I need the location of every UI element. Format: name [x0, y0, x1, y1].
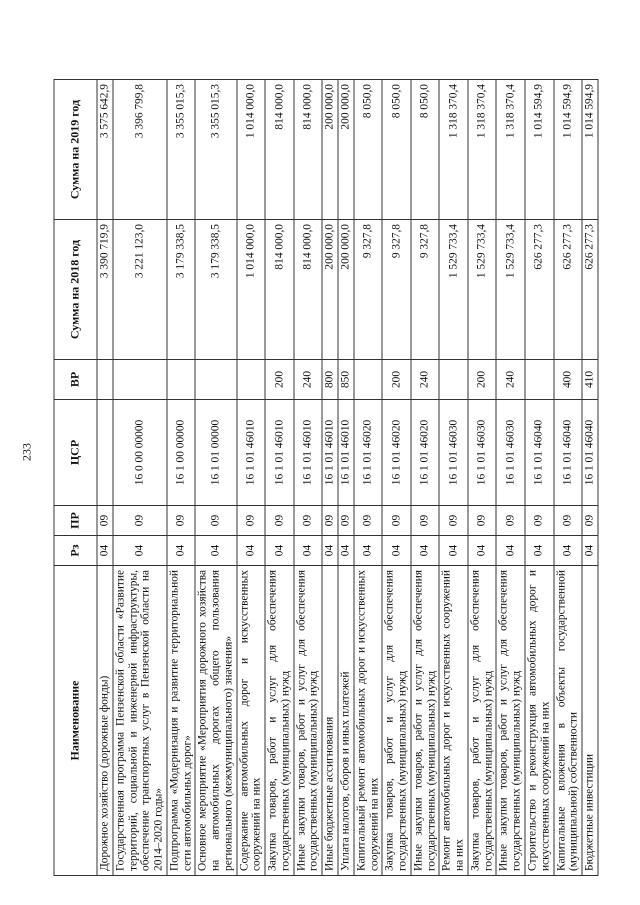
cell-rz: 04 [354, 536, 383, 566]
table-row [294, 80, 323, 876]
cell-sum-2019: 1 318 370,4 [496, 80, 525, 220]
cell-rz: 04 [167, 536, 196, 566]
cell-vr [354, 360, 383, 400]
cell-pr: 09 [468, 506, 497, 536]
cell-vr [113, 360, 167, 400]
cell-vr [195, 360, 236, 400]
cell-csr [97, 400, 113, 506]
cell-pr: 09 [382, 506, 411, 536]
table-row [354, 80, 383, 876]
cell-csr: 16 1 01 46040 [554, 400, 583, 506]
cell-name: Закупка товаров, работ и услуг для обеспечения государственных (муниципальных) нужд [468, 566, 497, 876]
cell-sum-2019: 1 318 370,4 [439, 80, 468, 220]
cell-pr: 09 [439, 506, 468, 536]
cell-vr [97, 360, 113, 400]
cell-sum-2019: 3 396 799,8 [113, 80, 167, 220]
cell-pr: 09 [167, 506, 196, 536]
cell-vr: 240 [294, 360, 323, 400]
header-rz: Рз [54, 536, 97, 566]
cell-sum-2018: 9 327,8 [411, 220, 440, 360]
cell-sum-2019: 1 318 370,4 [468, 80, 497, 220]
cell-name: Дорожное хозяйство (дорожные фонды) [97, 566, 113, 876]
table-row [582, 80, 598, 876]
cell-sum-2019: 200 000,0 [322, 80, 338, 220]
table-row [167, 80, 196, 876]
cell-name: Подпрограмма «Модернизация и развитие территориальной сети автомобильных дорог» [167, 566, 196, 876]
table-row [496, 80, 525, 876]
table-row [322, 80, 338, 876]
table-row [382, 80, 411, 876]
cell-sum-2018: 200 000,0 [338, 220, 354, 360]
cell-csr: 16 1 01 46020 [411, 400, 440, 506]
cell-name: Строительство и реконструкция автомобильных дорог и искусственных сооружений на них [525, 566, 554, 876]
cell-csr: 16 1 01 46010 [237, 400, 266, 506]
cell-csr: 16 1 01 46040 [582, 400, 598, 506]
cell-pr: 09 [113, 506, 167, 536]
cell-sum-2019: 814 000,0 [294, 80, 323, 220]
table-row [468, 80, 497, 876]
cell-rz: 04 [582, 536, 598, 566]
cell-rz: 04 [322, 536, 338, 566]
header-vr: ВР [54, 360, 97, 400]
table-row [97, 80, 113, 876]
cell-csr: 16 1 01 46030 [468, 400, 497, 506]
cell-csr: 16 1 00 00000 [167, 400, 196, 506]
cell-sum-2019: 8 050,0 [411, 80, 440, 220]
cell-rz: 04 [468, 536, 497, 566]
cell-rz: 04 [382, 536, 411, 566]
cell-vr [525, 360, 554, 400]
cell-csr: 16 1 01 46020 [382, 400, 411, 506]
page-number: 233 [19, 443, 34, 461]
cell-vr: 200 [468, 360, 497, 400]
cell-name: Ремонт автомобильных дорог и искусственных сооружений на них [439, 566, 468, 876]
cell-sum-2018: 200 000,0 [322, 220, 338, 360]
cell-sum-2019: 8 050,0 [354, 80, 383, 220]
cell-pr: 09 [554, 506, 583, 536]
rotated-page [54, 80, 596, 876]
cell-csr: 16 1 01 46010 [322, 400, 338, 506]
cell-vr: 200 [265, 360, 294, 400]
cell-vr: 200 [382, 360, 411, 400]
table-body [97, 80, 598, 876]
cell-name: Уплата налогов, сборов и иных платежей [338, 566, 354, 876]
cell-rz: 04 [265, 536, 294, 566]
cell-sum-2019: 1 014 594,9 [582, 80, 598, 220]
cell-vr [167, 360, 196, 400]
table-row [439, 80, 468, 876]
cell-csr: 16 0 00 00000 [113, 400, 167, 506]
header-pr: ПР [54, 506, 97, 536]
cell-rz: 04 [237, 536, 266, 566]
cell-sum-2018: 626 277,3 [582, 220, 598, 360]
cell-pr: 09 [525, 506, 554, 536]
cell-rz: 04 [338, 536, 354, 566]
cell-name: Капитальные вложения в объекты государственной (муниципальной) собственности [554, 566, 583, 876]
cell-rz: 04 [496, 536, 525, 566]
cell-vr: 400 [554, 360, 583, 400]
cell-csr: 16 1 01 46030 [496, 400, 525, 506]
cell-pr: 09 [582, 506, 598, 536]
cell-csr: 16 1 01 46010 [338, 400, 354, 506]
cell-sum-2018: 3 179 338,5 [195, 220, 236, 360]
cell-sum-2019: 1 014 594,9 [525, 80, 554, 220]
cell-csr: 16 1 01 46010 [265, 400, 294, 506]
table-row [195, 80, 236, 876]
cell-rz: 04 [294, 536, 323, 566]
cell-pr: 09 [496, 506, 525, 536]
cell-sum-2018: 1 529 733,4 [468, 220, 497, 360]
cell-pr: 09 [354, 506, 383, 536]
header-sum-2018: Сумма на 2018 год [54, 220, 97, 360]
cell-name: Содержание автомобильных дорог и искусственных сооружений на них [237, 566, 266, 876]
cell-rz: 04 [525, 536, 554, 566]
cell-rz: 04 [97, 536, 113, 566]
cell-sum-2019: 3 355 015,3 [195, 80, 236, 220]
cell-pr: 09 [97, 506, 113, 536]
cell-rz: 04 [195, 536, 236, 566]
cell-sum-2018: 9 327,8 [354, 220, 383, 360]
cell-pr: 09 [322, 506, 338, 536]
cell-vr: 850 [338, 360, 354, 400]
cell-sum-2019: 200 000,0 [338, 80, 354, 220]
cell-csr: 16 1 01 46010 [294, 400, 323, 506]
cell-name: Иные закупки товаров, работ и услуг для обеспечения государственных (муниципальных) нужд [496, 566, 525, 876]
cell-sum-2018: 9 327,8 [382, 220, 411, 360]
cell-sum-2018: 1 014 000,0 [237, 220, 266, 360]
cell-vr [439, 360, 468, 400]
cell-csr: 16 1 01 00000 [195, 400, 236, 506]
cell-vr [237, 360, 266, 400]
cell-name: Иные закупки товаров, работ и услуг для обеспечения государственных (муниципальных) нужд [411, 566, 440, 876]
header-name: Наименование [54, 566, 97, 876]
cell-pr: 09 [294, 506, 323, 536]
cell-vr: 410 [582, 360, 598, 400]
cell-vr: 800 [322, 360, 338, 400]
header-csr: ЦСР [54, 400, 97, 506]
cell-sum-2019: 1 014 594,9 [554, 80, 583, 220]
cell-name: Основное мероприятие «Мероприятия дорожного хозяйства на автомобильных дорогах общего пользования регионального (межмуниципального) значения» [195, 566, 236, 876]
cell-sum-2019: 8 050,0 [382, 80, 411, 220]
cell-sum-2019: 814 000,0 [265, 80, 294, 220]
cell-sum-2018: 3 221 123,0 [113, 220, 167, 360]
cell-sum-2019: 3 355 015,3 [167, 80, 196, 220]
cell-name: Бюджетные инвестиции [582, 566, 598, 876]
cell-sum-2019: 3 575 642,9 [97, 80, 113, 220]
cell-sum-2018: 814 000,0 [265, 220, 294, 360]
cell-name: Иные закупки товаров, работ и услуг для обеспечения государственных (муниципальных) нужд [294, 566, 323, 876]
cell-pr: 09 [411, 506, 440, 536]
cell-csr: 16 1 01 46020 [354, 400, 383, 506]
cell-rz: 04 [439, 536, 468, 566]
cell-sum-2018: 626 277,3 [554, 220, 583, 360]
cell-sum-2018: 814 000,0 [294, 220, 323, 360]
cell-sum-2018: 1 529 733,4 [439, 220, 468, 360]
header-sum-2019: Сумма на 2019 год [54, 80, 97, 220]
cell-pr: 09 [265, 506, 294, 536]
table-row [338, 80, 354, 876]
table-row [554, 80, 583, 876]
cell-sum-2019: 1 014 000,0 [237, 80, 266, 220]
cell-pr: 09 [195, 506, 236, 536]
cell-sum-2018: 3 390 719,9 [97, 220, 113, 360]
table-row [411, 80, 440, 876]
cell-sum-2018: 3 179 338,5 [167, 220, 196, 360]
cell-vr: 240 [496, 360, 525, 400]
cell-name: Государственная программа Пензенской области «Развитие территорий, социальной и инженерной инфраструктуры, обеспечение транспортных услуг в Пензенской области на 2014–2020 годы» [113, 566, 167, 876]
table-row [113, 80, 167, 876]
cell-pr: 09 [338, 506, 354, 536]
cell-name: Капитальный ремонт автомобильных дорог и искусственных сооружений на них [354, 566, 383, 876]
cell-rz: 04 [113, 536, 167, 566]
cell-rz: 04 [411, 536, 440, 566]
cell-sum-2018: 1 529 733,4 [496, 220, 525, 360]
table-row [525, 80, 554, 876]
cell-rz: 04 [554, 536, 583, 566]
cell-name: Закупка товаров, работ и услуг для обеспечения государственных (муниципальных) нужд [382, 566, 411, 876]
cell-name: Иные бюджетные ассигнования [322, 566, 338, 876]
cell-csr: 16 1 01 46030 [439, 400, 468, 506]
table-row [237, 80, 266, 876]
cell-vr: 240 [411, 360, 440, 400]
table-header-row [54, 80, 97, 876]
cell-csr: 16 1 01 46040 [525, 400, 554, 506]
budget-table [54, 79, 599, 876]
cell-name: Закупка товаров, работ и услуг для обеспечения государственных (муниципальных) нужд [265, 566, 294, 876]
cell-sum-2018: 626 277,3 [525, 220, 554, 360]
table-row [265, 80, 294, 876]
cell-pr: 09 [237, 506, 266, 536]
